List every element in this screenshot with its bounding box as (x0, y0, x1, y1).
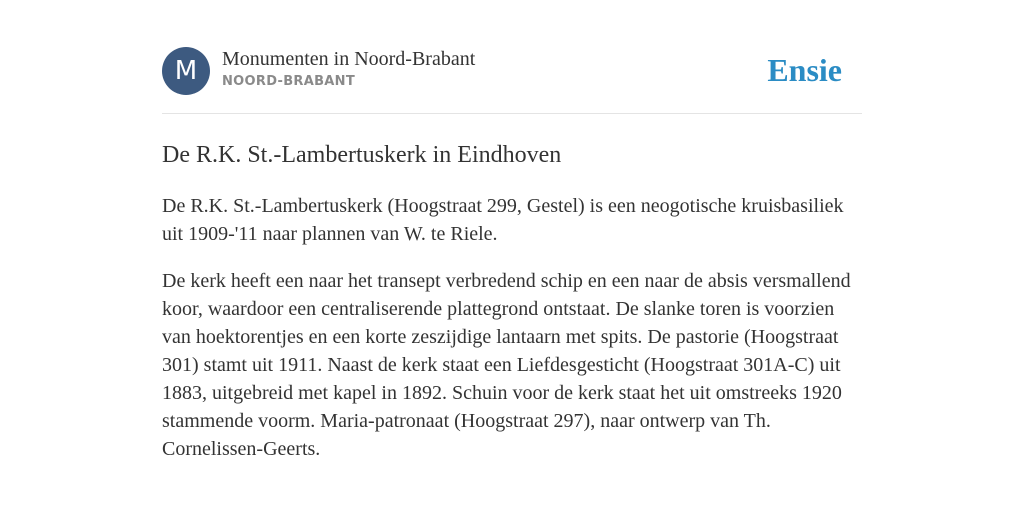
article-paragraph-2: De kerk heeft een naar het transept verbredend schip en een naar de absis versmallend koor, waardoor een centraliserende plattegrond ontstaat. De slanke toren is voorzien van hoektorentjes en een korte zeszijdige lantaarn met spits. De pastorie (Hoogstraat 301) stamt uit 1911. Naast de kerk staat een Liefdesgesticht (Hoogstraat 301A-C) uit 1883, uitgebreid met kapel in 1892. Schuin voor de kerk staat het uit omstreeks 1920 stammende voorm. Maria-patronaat (Hoogstraat 297), naar ontwerp van Th. Cornelissen-Geerts. (162, 270, 851, 460)
article-paragraph-1: De R.K. St.-Lambertuskerk (Hoogstraat 299, Gestel) is een neogotische kruisbasiliek uit 1909-'11 naar plannen van W. te Riele. (162, 195, 844, 245)
ensie-logo[interactable]: Ensie (767, 52, 842, 88)
card-header (162, 0, 862, 114)
definition-card (162, 0, 862, 463)
source-name-link[interactable]: Monumenten in Noord-Brabant (222, 48, 476, 70)
source-region-label: NOORD-BRABANT (222, 74, 356, 89)
article-title: De R.K. St.-Lambertuskerk in Eindhoven (162, 142, 562, 168)
source-avatar[interactable]: M (162, 47, 210, 95)
